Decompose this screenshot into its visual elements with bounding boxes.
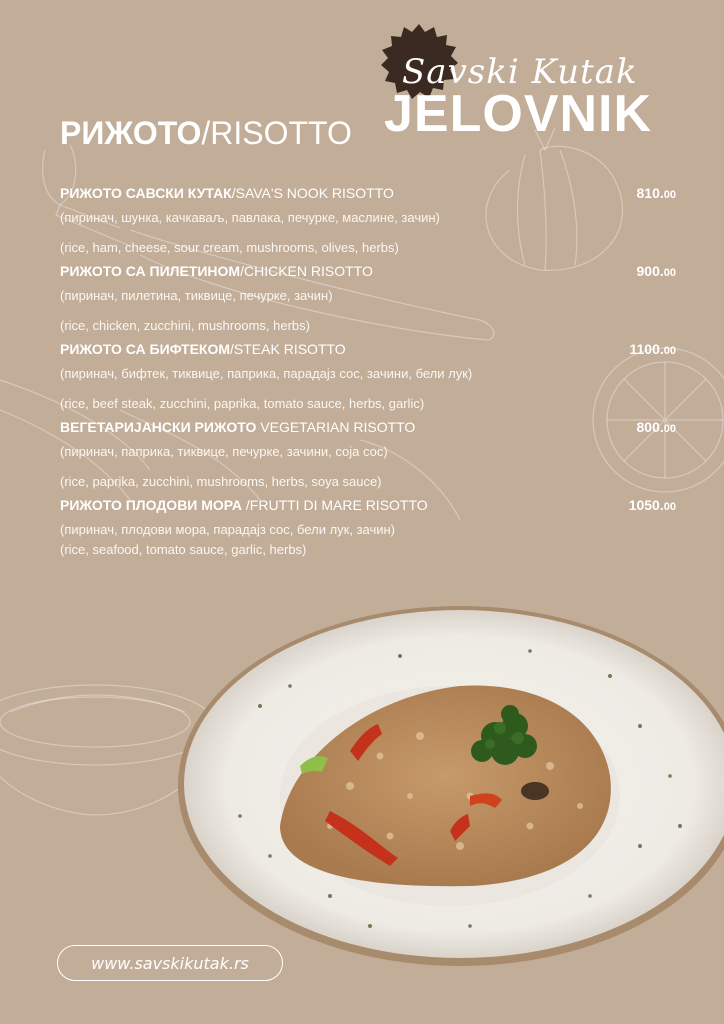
menu-item [60,182,680,256]
menu-item-price [637,182,677,206]
menu-item-name-sr: ВЕГЕТАРИЈАНСКИ РИЖОТО [60,419,257,435]
menu-item-header [60,494,680,516]
menu-item-header [60,182,680,204]
section-title-en: /RISOTTO [201,115,352,151]
menu-item-name-en: /CHICKEN RISOTTO [240,263,373,279]
menu-item-header [60,338,680,360]
brand-logo [380,22,660,142]
menu-item-desc-en: (rice, chicken, zucchini, mushrooms, herbs) [60,318,310,333]
menu-item-name-en: /FRUTTI DI MARE RISOTTO [242,497,428,513]
price-main: 810. [636,185,664,201]
price-decimal: 00 [663,345,676,357]
page-title [60,115,352,152]
menu-item-header [60,416,680,438]
price-main: 1050. [628,497,664,513]
menu-item-name-sr: РИЖОТО ПЛОДОВИ МОРА [60,497,243,513]
brand-title: JELOVNIK [384,85,653,143]
price-main: 900. [636,263,664,279]
menu-item [60,416,680,490]
website-link[interactable]: www.savskikutak.rs [57,945,283,981]
section-title-sr: РИЖОТО [60,115,202,151]
menu-item-name-sr: РИЖОТО СА БИФТЕКОМ [60,341,231,357]
menu-item-desc-sr: (пиринач, шунка, качкаваљ, павлака, печурке, маслине, зачин) [60,210,440,225]
price-main: 1100. [629,341,664,357]
menu-item-name-sr: РИЖОТО СА ПИЛЕТИНОМ [60,263,241,279]
price-decimal: 00 [663,423,676,435]
menu-item-desc-en: (rice, paprika, zucchini, mushrooms, herbs, soya sauce) [60,474,382,489]
menu-item-price [637,416,677,440]
risotto-plate-image [170,596,724,976]
menu-item-desc-sr: (пиринач, паприка, тиквице, печурке, зачини, соја сос) [60,444,388,459]
price-decimal: 00 [663,189,676,201]
menu-item-price [629,494,676,518]
price-main: 800. [636,419,664,435]
menu-item [60,494,680,558]
menu-item-desc-en: (rice, ham, cheese, sour cream, mushrooms, olives, herbs) [60,240,399,255]
menu-item-name-en: /SAVA'S NOOK RISOTTO [231,185,394,201]
menu-list [60,182,680,562]
price-decimal: 00 [663,267,676,279]
menu-item-price [629,338,676,362]
menu-item-desc-sr: (пиринач, пилетина, тиквице, печурке, зачин) [60,288,333,303]
brand-script-name: Savski Kutak [402,52,638,92]
menu-item-header [60,260,680,282]
menu-item [60,260,680,334]
price-decimal: 00 [663,501,676,513]
menu-item-price [637,260,677,284]
menu-item-name-sr: РИЖОТО САВСКИ КУТАК [60,185,232,201]
menu-item-name-en: VEGETARIAN RISOTTO [256,419,416,435]
menu-item [60,338,680,412]
menu-item-name-en: /STEAK RISOTTO [230,341,346,357]
menu-item-desc-en: (rice, seafood, tomato sauce, garlic, herbs) [60,542,307,557]
menu-item-desc-en: (rice, beef steak, zucchini, paprika, tomato sauce, herbs, garlic) [60,396,425,411]
menu-item-desc-sr: (пиринач, плодови мора, парадајз сос, бели лук, зачин) [60,522,396,537]
menu-item-desc-sr: (пиринач, бифтек, тиквице, паприка, парадајз сос, зачини, бели лук) [60,366,473,381]
